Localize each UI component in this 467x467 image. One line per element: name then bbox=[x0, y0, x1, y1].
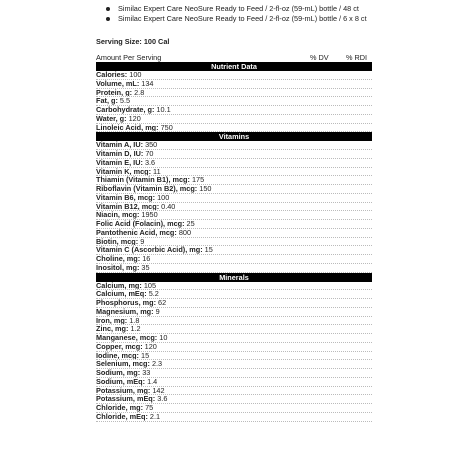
nutrient-name: Chloride, mEq: bbox=[96, 412, 148, 421]
nutrient-name: Carbohydrate, g: bbox=[96, 106, 155, 114]
nutrient-row bbox=[96, 413, 372, 422]
section-header: Minerals bbox=[96, 273, 372, 282]
nutrient-row bbox=[96, 176, 372, 185]
nutrient-row bbox=[96, 185, 372, 194]
nutrient-name: Niacin, mcg: bbox=[96, 211, 140, 220]
product-item: Similac Expert Care NeoSure Ready to Feed / 2-fl-oz (59-mL) bottle / 6 x 8 ct bbox=[106, 14, 367, 24]
nutrient-name: Sodium, mEq: bbox=[96, 377, 146, 386]
nutrient-row bbox=[96, 369, 372, 378]
nutrient-row bbox=[96, 378, 372, 387]
serving-size-value: 100 Cal bbox=[143, 37, 170, 46]
nutrient-value: 10 bbox=[159, 334, 168, 342]
nutrient-value: 62 bbox=[158, 299, 167, 307]
nutrient-name: Vitamin B6, mcg: bbox=[96, 193, 156, 202]
nutrient-row bbox=[96, 334, 372, 343]
nutrient-name: Iodine, mcg: bbox=[96, 351, 139, 360]
nutrient-name: Sodium, mg: bbox=[96, 369, 141, 377]
serving-size bbox=[96, 37, 169, 46]
nutrient-value: 9 bbox=[140, 237, 145, 246]
nutrient-row bbox=[96, 211, 372, 220]
nutrient-value: 150 bbox=[199, 185, 212, 193]
nutrient-name: Folic Acid (Folacin), mcg: bbox=[96, 220, 185, 228]
nutrient-name: Vitamin B12, mcg: bbox=[96, 202, 160, 211]
nutrient-name: Phosphorus, mg: bbox=[96, 299, 156, 307]
nutrient-row bbox=[96, 220, 372, 229]
nutrient-row bbox=[96, 168, 372, 177]
product-item: Similac Expert Care NeoSure Ready to Feed / 2-fl-oz (59-mL) bottle / 48 ct bbox=[106, 4, 367, 14]
nutrient-name: Vitamin D, IU: bbox=[96, 150, 144, 158]
nutrient-row bbox=[96, 203, 372, 212]
nutrition-table bbox=[96, 62, 372, 422]
nutrient-name: Manganese, mcg: bbox=[96, 334, 158, 342]
nutrient-name: Calcium, mg: bbox=[96, 281, 142, 290]
nutrient-value: 105 bbox=[143, 281, 157, 290]
nutrient-row bbox=[96, 97, 372, 106]
nutrient-value: 15 bbox=[204, 246, 213, 255]
nutrient-value: 9 bbox=[155, 307, 160, 316]
nutrient-name: Protein, g: bbox=[96, 88, 133, 97]
nutrient-row bbox=[96, 89, 372, 98]
nutrient-name: Biotin, mcg: bbox=[96, 237, 139, 246]
nutrient-row bbox=[96, 395, 372, 404]
nutrient-name: Vitamin A, IU: bbox=[96, 141, 144, 150]
nutrient-row bbox=[96, 106, 372, 115]
nutrient-name: Calcium, mEq: bbox=[96, 290, 147, 299]
nutrient-value: 175 bbox=[191, 176, 205, 185]
nutrient-row bbox=[96, 246, 372, 255]
nutrient-row bbox=[96, 150, 372, 159]
nutrient-name: Pantothenic Acid, mcg: bbox=[96, 228, 177, 237]
nutrient-name: Chloride, mg: bbox=[96, 404, 144, 412]
nutrient-row bbox=[96, 387, 372, 396]
nutrient-value: 750 bbox=[160, 123, 173, 132]
nutrient-name: Copper, mcg: bbox=[96, 342, 143, 351]
nutrient-name: Calories: bbox=[96, 71, 128, 79]
nutrient-row bbox=[96, 343, 372, 352]
nutrient-value: 100 bbox=[129, 71, 142, 79]
nutrient-row bbox=[96, 264, 372, 273]
product-list bbox=[106, 4, 367, 24]
nutrient-value: 350 bbox=[145, 141, 158, 150]
nutrient-name: Potassium, mEq: bbox=[96, 395, 156, 404]
nutrient-name: Riboflavin (Vitamin B2), mcg: bbox=[96, 185, 198, 193]
nutrient-value: 3.6 bbox=[157, 395, 168, 404]
nutrient-value: 2.1 bbox=[149, 412, 161, 421]
nutrient-value: 25 bbox=[186, 220, 195, 228]
nutrient-value: 11 bbox=[153, 167, 161, 176]
nutrient-value: 2.3 bbox=[151, 360, 163, 369]
nutrient-row bbox=[96, 238, 372, 247]
nutrient-row bbox=[96, 124, 372, 133]
nutrient-row bbox=[96, 308, 372, 317]
nutrient-row bbox=[96, 255, 372, 264]
nutrient-value: 15 bbox=[141, 351, 150, 360]
nutrient-value: 1.2 bbox=[130, 325, 141, 334]
nutrient-value: 2.8 bbox=[134, 88, 145, 97]
nutrient-row bbox=[96, 80, 372, 89]
nutrient-name: Vitamin E, IU: bbox=[96, 158, 143, 167]
nutrient-value: 33 bbox=[142, 369, 151, 377]
nutrient-value: 120 bbox=[128, 114, 141, 123]
nutrient-name: Potassium, mg: bbox=[96, 386, 151, 395]
nutrient-row bbox=[96, 352, 372, 361]
nutrient-value: 70 bbox=[145, 150, 154, 158]
nutrient-row bbox=[96, 404, 372, 413]
nutrient-row bbox=[96, 159, 372, 168]
nutrient-value: 35 bbox=[141, 263, 150, 272]
nutrient-value: 0.40 bbox=[161, 202, 176, 211]
nutrient-value: 142 bbox=[152, 386, 165, 395]
nutrient-value: 5.5 bbox=[119, 97, 131, 106]
serving-size-label: Serving Size: bbox=[96, 37, 142, 46]
nutrient-value: 5.2 bbox=[148, 290, 159, 299]
nutrient-name: Inositol, mg: bbox=[96, 263, 140, 272]
nutrient-name: Vitamin C (Ascorbic Acid), mg: bbox=[96, 246, 203, 255]
section-header: Vitamins bbox=[96, 132, 372, 141]
nutrient-row bbox=[96, 115, 372, 124]
nutrient-value: 10.1 bbox=[156, 106, 171, 114]
nutrient-row bbox=[96, 325, 372, 334]
nutrient-row bbox=[96, 141, 372, 150]
nutrient-value: 3.6 bbox=[144, 158, 156, 167]
nutrient-name: Volume, mL: bbox=[96, 79, 140, 88]
nutrient-value: 100 bbox=[157, 193, 170, 202]
nutrient-row bbox=[96, 290, 372, 299]
percent-rdi-header: % RDI bbox=[346, 53, 368, 62]
nutrient-row bbox=[96, 282, 372, 291]
nutrient-row bbox=[96, 299, 372, 308]
nutrient-row bbox=[96, 71, 372, 80]
amount-per-serving-header: Amount Per Serving bbox=[96, 53, 162, 62]
nutrient-row bbox=[96, 360, 372, 369]
nutrient-value: 120 bbox=[144, 342, 157, 351]
nutrient-value: 134 bbox=[141, 79, 154, 88]
nutrient-row bbox=[96, 229, 372, 238]
nutrient-value: 1.4 bbox=[147, 377, 158, 386]
nutrient-row bbox=[96, 317, 372, 326]
section-header: Nutrient Data bbox=[96, 62, 372, 71]
nutrient-name: Vitamin K, mcg: bbox=[96, 167, 152, 176]
nutrient-value: 75 bbox=[145, 404, 154, 412]
nutrient-value: 16 bbox=[142, 255, 151, 263]
nutrient-name: Magnesium, mg: bbox=[96, 307, 154, 316]
nutrient-name: Fat, g: bbox=[96, 97, 118, 106]
nutrient-row bbox=[96, 194, 372, 203]
nutrient-name: Thiamin (Vitamin B1), mcg: bbox=[96, 176, 190, 185]
nutrient-name: Selenium, mcg: bbox=[96, 360, 150, 369]
nutrient-name: Choline, mg: bbox=[96, 255, 141, 263]
nutrient-name: Zinc, mg: bbox=[96, 325, 129, 334]
nutrient-name: Water, g: bbox=[96, 114, 127, 123]
nutrient-name: Linoleic Acid, mg: bbox=[96, 123, 159, 132]
nutrient-value: 1950 bbox=[141, 211, 158, 220]
nutrient-value: 800 bbox=[178, 228, 192, 237]
nutrient-name: Iron, mg: bbox=[96, 316, 128, 325]
nutrient-value: 1.8 bbox=[129, 316, 140, 325]
percent-dv-header: % DV bbox=[310, 53, 329, 62]
